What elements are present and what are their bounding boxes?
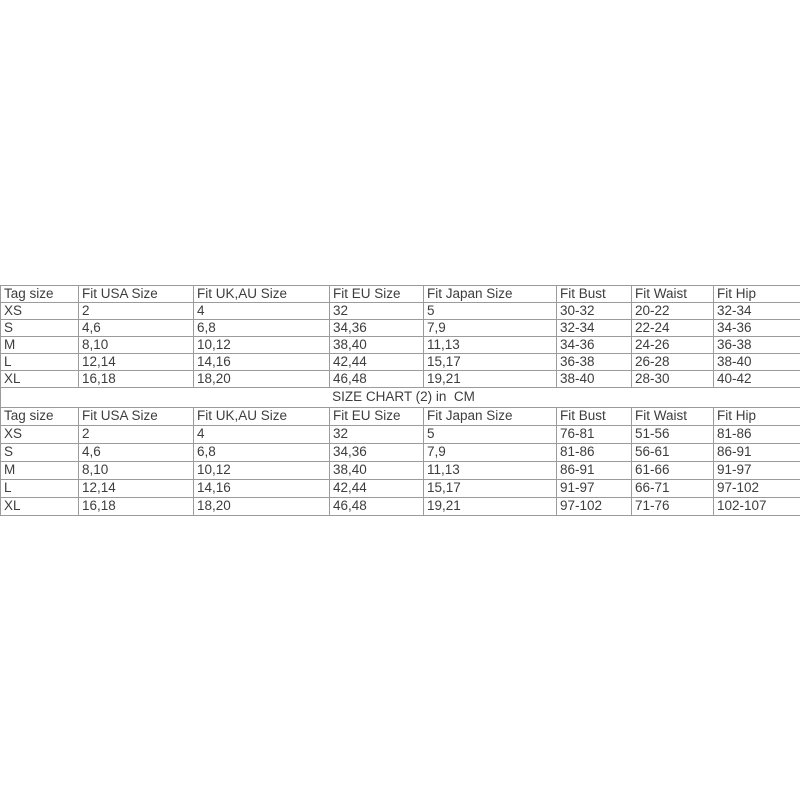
table-cell: 16,18	[79, 371, 194, 388]
table-row	[1, 320, 800, 337]
table-cell: 30-32	[557, 303, 632, 320]
table-cell: S	[1, 444, 79, 462]
table-row	[1, 303, 800, 320]
table-cell: 7,9	[424, 444, 557, 462]
table-cell: XL	[1, 498, 79, 516]
table-cell: L	[1, 354, 79, 371]
size-chart-table	[0, 285, 800, 516]
table-cell: 32-34	[557, 320, 632, 337]
table-cell: 6,8	[194, 444, 330, 462]
table-cell: L	[1, 480, 79, 498]
table-cell: 32-34	[714, 303, 800, 320]
caption-section	[1, 388, 800, 408]
table-cell: 34,36	[330, 320, 424, 337]
table-cell: 15,17	[424, 480, 557, 498]
table-cell: 34-36	[557, 337, 632, 354]
table-cell: 28-30	[632, 371, 714, 388]
table-cell: 4,6	[79, 320, 194, 337]
column-header: Fit Japan Size	[424, 408, 557, 426]
table-cell: XS	[1, 426, 79, 444]
table-cell: 4,6	[79, 444, 194, 462]
table-row	[1, 480, 800, 498]
table-cell: 12,14	[79, 480, 194, 498]
table-cell: 38-40	[557, 371, 632, 388]
table-cell: 24-26	[632, 337, 714, 354]
column-header: Fit EU Size	[330, 286, 424, 303]
table-cell: 76-81	[557, 426, 632, 444]
table-cell: 2	[79, 303, 194, 320]
table-cell: 34,36	[330, 444, 424, 462]
table-cell: 5	[424, 426, 557, 444]
table-cell: 66-71	[632, 480, 714, 498]
table-cell: 14,16	[194, 480, 330, 498]
table-cell: 19,21	[424, 371, 557, 388]
table-row	[1, 371, 800, 388]
cm-table-section	[1, 408, 800, 516]
table-cell: M	[1, 337, 79, 354]
table-cell: 18,20	[194, 498, 330, 516]
size-chart-caption: SIZE CHART (2) in CM	[1, 388, 800, 408]
table-cell: 34-36	[714, 320, 800, 337]
column-header: Fit Waist	[632, 286, 714, 303]
table-cell: 26-28	[632, 354, 714, 371]
caption-row	[1, 388, 800, 408]
column-header: Tag size	[1, 408, 79, 426]
column-header: Fit Hip	[714, 408, 800, 426]
table-cell: 81-86	[557, 444, 632, 462]
table-cell: 20-22	[632, 303, 714, 320]
table-cell: 97-102	[714, 480, 800, 498]
table-row	[1, 498, 800, 516]
table-cell: 18,20	[194, 371, 330, 388]
table-cell: 97-102	[557, 498, 632, 516]
table-cell: 10,12	[194, 337, 330, 354]
table-cell: 12,14	[79, 354, 194, 371]
table-cell: 16,18	[79, 498, 194, 516]
header-row	[1, 408, 800, 426]
table-cell: 4	[194, 303, 330, 320]
column-header: Fit USA Size	[79, 286, 194, 303]
table-row	[1, 444, 800, 462]
table-row	[1, 354, 800, 371]
table-cell: 19,21	[424, 498, 557, 516]
table-cell: 91-97	[714, 462, 800, 480]
table-cell: 91-97	[557, 480, 632, 498]
table-cell: 8,10	[79, 337, 194, 354]
table-cell: 8,10	[79, 462, 194, 480]
table-cell: 22-24	[632, 320, 714, 337]
table-cell: 15,17	[424, 354, 557, 371]
table-cell: 7,9	[424, 320, 557, 337]
table-cell: XS	[1, 303, 79, 320]
table-cell: 61-66	[632, 462, 714, 480]
table-cell: 5	[424, 303, 557, 320]
table-cell: 86-91	[557, 462, 632, 480]
table-cell: 38-40	[714, 354, 800, 371]
table-cell: 40-42	[714, 371, 800, 388]
header-row	[1, 286, 800, 303]
column-header: Fit Hip	[714, 286, 800, 303]
column-header: Fit Bust	[557, 286, 632, 303]
column-header: Tag size	[1, 286, 79, 303]
table-cell: 102-107	[714, 498, 800, 516]
table-cell: 38,40	[330, 337, 424, 354]
table-cell: 11,13	[424, 462, 557, 480]
column-header: Fit Waist	[632, 408, 714, 426]
table-cell: 56-61	[632, 444, 714, 462]
table-cell: 36-38	[557, 354, 632, 371]
table-cell: 51-56	[632, 426, 714, 444]
table-cell: 11,13	[424, 337, 557, 354]
column-header: Fit EU Size	[330, 408, 424, 426]
table-cell: XL	[1, 371, 79, 388]
table-cell: 38,40	[330, 462, 424, 480]
column-header: Fit Japan Size	[424, 286, 557, 303]
table-cell: 6,8	[194, 320, 330, 337]
column-header: Fit UK,AU Size	[194, 286, 330, 303]
inch-table-section	[1, 286, 800, 388]
table-cell: 42,44	[330, 354, 424, 371]
column-header: Fit USA Size	[79, 408, 194, 426]
table-cell: 86-91	[714, 444, 800, 462]
table-cell: 36-38	[714, 337, 800, 354]
column-header: Fit Bust	[557, 408, 632, 426]
table-cell: 71-76	[632, 498, 714, 516]
table-cell: S	[1, 320, 79, 337]
table-row	[1, 337, 800, 354]
table-cell: 46,48	[330, 371, 424, 388]
table-cell: 81-86	[714, 426, 800, 444]
table-cell: 46,48	[330, 498, 424, 516]
table-cell: 10,12	[194, 462, 330, 480]
table-cell: 4	[194, 426, 330, 444]
table-cell: 42,44	[330, 480, 424, 498]
table-cell: 32	[330, 303, 424, 320]
table-cell: M	[1, 462, 79, 480]
table-row	[1, 462, 800, 480]
table-row	[1, 426, 800, 444]
column-header: Fit UK,AU Size	[194, 408, 330, 426]
table-cell: 2	[79, 426, 194, 444]
table-cell: 32	[330, 426, 424, 444]
table-cell: 14,16	[194, 354, 330, 371]
